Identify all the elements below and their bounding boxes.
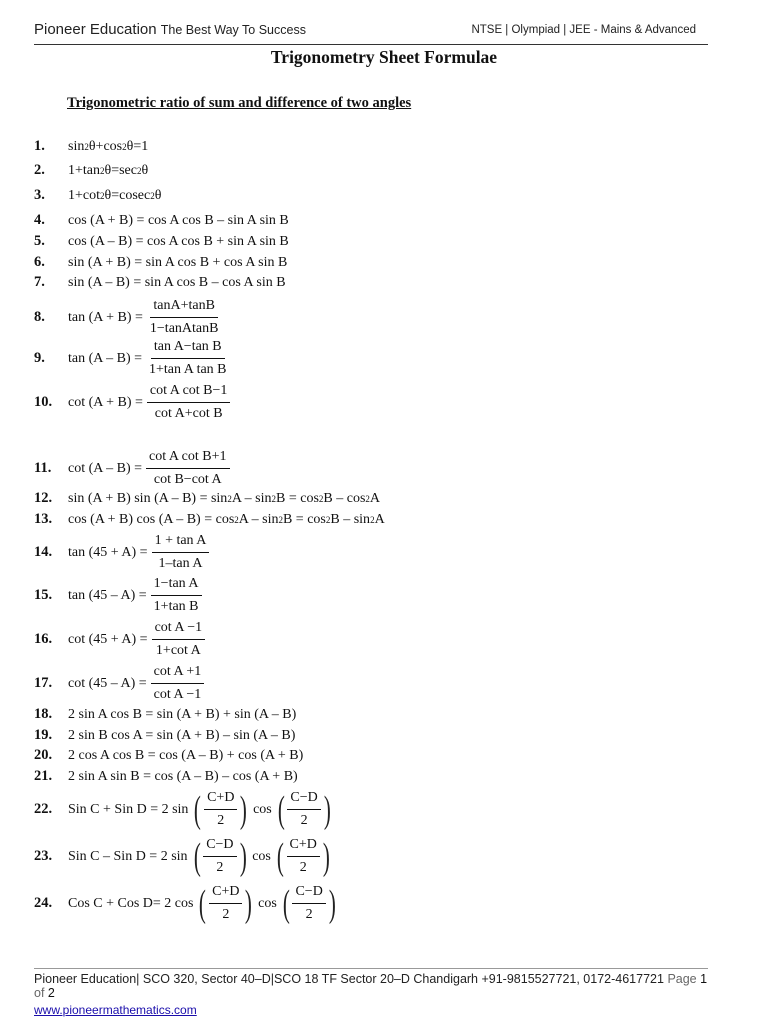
formula-10 xyxy=(34,382,230,423)
formula-16 xyxy=(34,619,205,660)
header-brand xyxy=(34,21,306,38)
page-title: Trigonometry Sheet Formulae xyxy=(270,47,498,67)
footer-line xyxy=(34,972,708,1000)
numerator: tanA+tanB xyxy=(150,297,218,318)
formula-5 xyxy=(34,233,289,250)
formula-number: 12. xyxy=(34,490,53,506)
formula-4 xyxy=(34,212,289,229)
formula-number: 4. xyxy=(34,212,45,228)
formula-number: 2. xyxy=(34,162,45,178)
formula-expression: 1+cot 2 θ=cosec 2 θ xyxy=(68,187,162,203)
fraction xyxy=(146,338,230,379)
page-indicator: Page 1 of 2 xyxy=(34,972,708,1000)
paren-fraction: ( $\frac{C-D}{2}$ ) xyxy=(282,882,336,925)
formula-20 xyxy=(34,747,303,764)
fraction xyxy=(152,532,210,573)
formula-number: 17. xyxy=(34,675,53,691)
page-header xyxy=(34,20,708,45)
formula-2 xyxy=(34,162,148,179)
formula-expression: 2 sin B cos A = sin (A + B) – sin (A – B) xyxy=(68,727,296,743)
formula-number: 11. xyxy=(34,460,52,476)
paren-fraction: ( $\frac{C+D}{2}$ ) xyxy=(276,835,330,878)
denominator: 1+cot A xyxy=(155,643,201,658)
formula-expression: sin 2 θ+cos 2 θ=1 xyxy=(68,138,149,154)
numerator: C+D xyxy=(287,836,320,857)
numerator: tan A−tan B xyxy=(151,338,225,359)
formula-expression: sin (A – B) = sin A cos B – cos A sin B xyxy=(68,274,286,290)
formula-9 xyxy=(34,338,230,379)
brand-name: Pioneer Education xyxy=(34,21,157,38)
denominator: 1+tan B xyxy=(153,599,199,614)
formula-lhs: tan (A – B) = xyxy=(68,350,142,366)
fraction xyxy=(151,575,202,616)
denominator: cot B−cot A xyxy=(153,472,222,487)
formula-expression: sin (A + B) = sin A cos B + cos A sin B xyxy=(68,254,288,270)
formula-7 xyxy=(34,274,286,291)
denominator: 2 xyxy=(222,907,230,922)
denominator: 1−tanAtanB xyxy=(149,321,219,336)
formula-number: 24. xyxy=(34,895,53,911)
formula-15 xyxy=(34,575,202,616)
formula-3 xyxy=(34,187,161,204)
formula-number: 21. xyxy=(34,768,53,784)
formula-expression: cos (A + B) = cos A cos B – sin A sin B xyxy=(68,212,289,228)
formula-8 xyxy=(34,297,221,338)
formula-11 xyxy=(34,448,230,489)
formula-expression: 2 sin A cos B = sin (A + B) + sin (A – B) xyxy=(68,706,297,722)
footer-address: Pioneer Education| SCO 320, Sector 40–D|SCO 18 TF Sector 20–D Chandigarh +91-9815527721, 0172-4617721 xyxy=(34,972,664,986)
numerator: cot A cot B+1 xyxy=(146,448,230,469)
numerator: cot A −1 xyxy=(152,619,206,640)
formula-number: 22. xyxy=(34,801,53,817)
website-link[interactable]: www.pioneermathematics.com xyxy=(34,1003,197,1017)
numerator: 1 + tan A xyxy=(152,532,210,553)
formula-number: 3. xyxy=(34,187,45,203)
formula-22: 22. Sin C + Sin D = 2 sin ( $\frac{C+D}{2}$ ) cos ( $\frac{C-D}{2}$ ) xyxy=(34,789,336,830)
denominator: 1+tan A tan B xyxy=(149,362,227,377)
formula-lhs: cot (45 + A) = xyxy=(68,631,148,647)
formula-number: 7. xyxy=(34,274,45,290)
fraction xyxy=(151,663,205,704)
numerator: C−D xyxy=(287,789,320,810)
formula-expression: cos (A – B) = cos A cos B + sin A sin B xyxy=(68,233,289,249)
denominator: 1–tan A xyxy=(158,556,203,571)
denominator: 2 xyxy=(300,813,308,828)
numerator: cot A cot B−1 xyxy=(147,382,231,403)
formula-lhs: cot (A + B) = xyxy=(68,394,143,410)
numerator: C+D xyxy=(204,789,237,810)
fraction xyxy=(147,297,222,338)
formula-number: 15. xyxy=(34,587,53,603)
formula-1 xyxy=(34,138,148,155)
numerator: C+D xyxy=(209,883,242,904)
formula-number: 6. xyxy=(34,254,45,270)
formula-24: 24. Cos C + Cos D= 2 cos ( $\frac{C+D}{2}$ ) cos ( $\frac{C-D}{2}$ ) xyxy=(34,883,341,924)
formula-lhs: tan (45 – A) = xyxy=(68,587,147,603)
fraction xyxy=(152,619,206,660)
paren-fraction: ( $\frac{C-D}{2}$ ) xyxy=(277,788,331,831)
denominator: cot A −1 xyxy=(153,687,202,702)
formula-expression: 2 sin A sin B = cos (A – B) – cos (A + B) xyxy=(68,768,298,784)
header-exams: NTSE | Olympiad | JEE - Mains & Advanced xyxy=(471,24,696,36)
page-footer xyxy=(34,968,708,1017)
numerator: cot A +1 xyxy=(151,663,205,684)
formula-expression: sin (A + B) sin (A – B) = sin 2 A – sin 2 B = cos 2 B – cos 2 A xyxy=(68,490,381,506)
formula-lhs: tan (A + B) = xyxy=(68,309,143,325)
formula-18 xyxy=(34,706,296,723)
formula-lhs: tan (45 + A) = xyxy=(68,544,148,560)
denominator: 2 xyxy=(216,860,224,875)
formula-lhs: cot (45 – A) = xyxy=(68,675,147,691)
fraction xyxy=(146,448,230,489)
denominator: 2 xyxy=(305,907,313,922)
formula-lhs: Sin C – Sin D = 2 sin xyxy=(68,848,188,864)
formula-6 xyxy=(34,254,287,271)
formula-14 xyxy=(34,532,209,573)
denominator: cot A+cot B xyxy=(154,406,223,421)
formula-23: 23. Sin C – Sin D = 2 sin ( $\frac{C-D}{2}$ ) cos ( $\frac{C+D}{2}$ ) xyxy=(34,836,336,877)
formula-number: 10. xyxy=(34,394,53,410)
formula-number: 16. xyxy=(34,631,53,647)
formula-lhs: Cos C + Cos D= 2 cos xyxy=(68,895,194,911)
formula-number: 23. xyxy=(34,848,53,864)
formula-19 xyxy=(34,727,295,744)
numerator: C−D xyxy=(203,836,236,857)
formula-lhs: cot (A – B) = xyxy=(68,460,142,476)
formula-number: 8. xyxy=(34,309,45,325)
formula-number: 1. xyxy=(34,138,45,154)
numerator: 1−tan A xyxy=(151,575,202,596)
formula-lhs: Sin C + Sin D = 2 sin xyxy=(68,801,189,817)
formula-number: 18. xyxy=(34,706,53,722)
formula-number: 9. xyxy=(34,350,45,366)
formula-number: 19. xyxy=(34,727,53,743)
formula-21 xyxy=(34,768,298,785)
formula-17 xyxy=(34,663,204,704)
denominator: 2 xyxy=(217,813,225,828)
fraction xyxy=(147,382,231,423)
formula-number: 20. xyxy=(34,747,53,763)
formula-number: 13. xyxy=(34,511,53,527)
formula-number: 14. xyxy=(34,544,53,560)
formula-12 xyxy=(34,490,380,507)
formula-expression: 1+tan 2 θ=sec 2 θ xyxy=(68,162,149,178)
section-subtitle: Trigonometric ratio of sum and difference of two angles xyxy=(67,95,412,111)
denominator: 2 xyxy=(299,860,307,875)
formula-expression: 2 cos A cos B = cos (A – B) + cos (A + B) xyxy=(68,747,304,763)
numerator: C−D xyxy=(292,883,325,904)
formula-number: 5. xyxy=(34,233,45,249)
paren-fraction: ( $\frac{C-D}{2}$ ) xyxy=(193,835,247,878)
brand-tagline: The Best Way To Success xyxy=(160,23,306,37)
formula-expression: cos (A + B) cos (A – B) = cos 2 A – sin 2 B = cos 2 B – sin 2 A xyxy=(68,511,385,527)
paren-fraction: ( $\frac{C+D}{2}$ ) xyxy=(194,788,248,831)
formula-13 xyxy=(34,511,385,528)
paren-fraction: ( $\frac{C+D}{2}$ ) xyxy=(199,882,253,925)
